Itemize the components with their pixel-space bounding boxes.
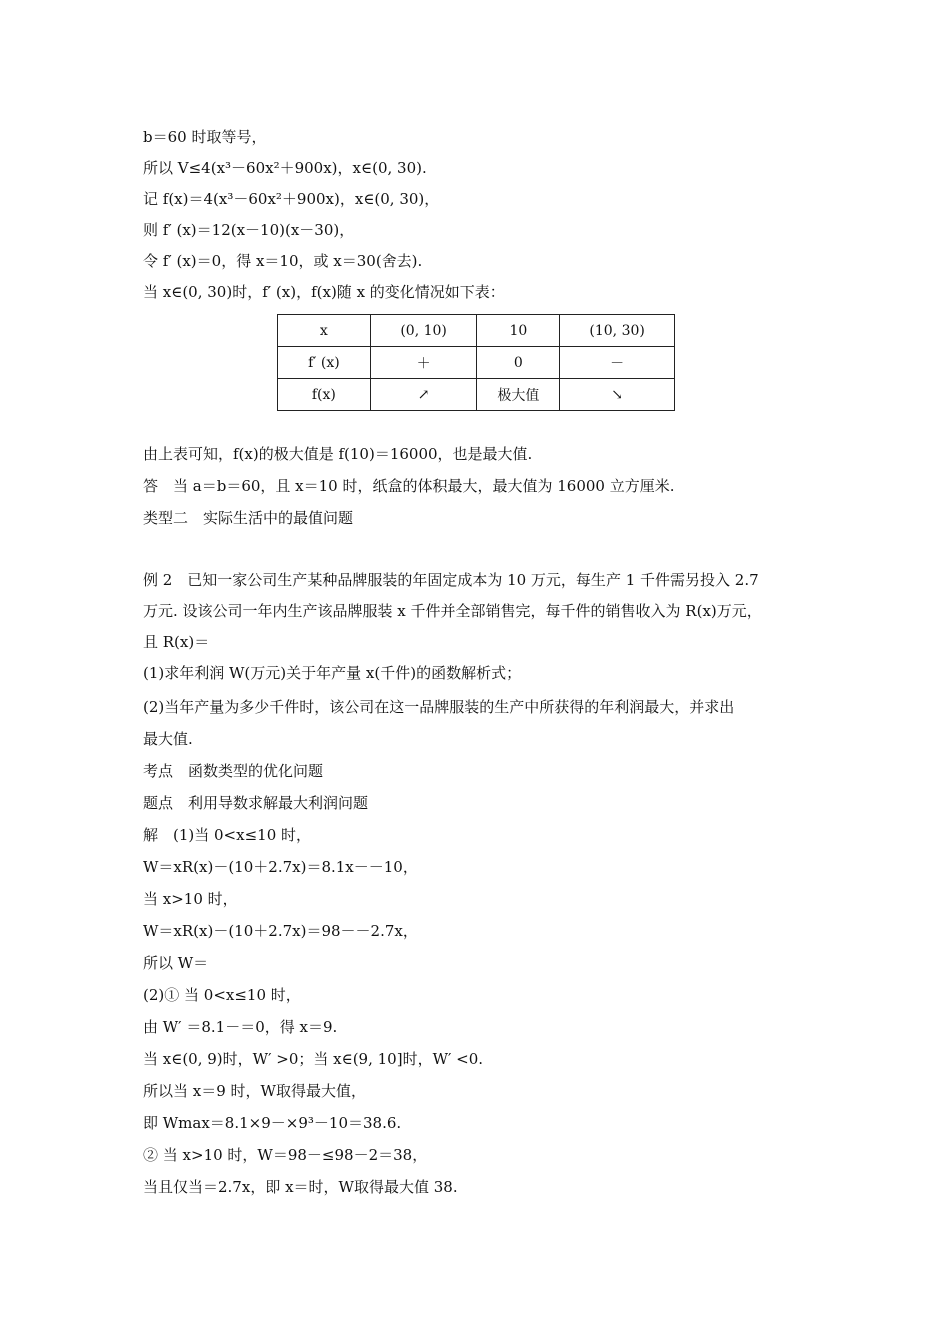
table-row (278, 347, 675, 379)
text-line: 当 x∈(0, 30)时，f′ (x)，f(x)随 x 的变化情况如下表： (143, 283, 505, 301)
table-cell: 0 (477, 347, 560, 379)
text-line: (1)求年利润 W(万元)关于年产量 x(千件)的函数解析式； (143, 664, 522, 682)
variation-table (277, 314, 675, 411)
table-row (278, 315, 675, 347)
text-line: b＝60 时取等号， (143, 128, 267, 146)
table-cell: － (560, 347, 675, 379)
text-line: 解 (1)当 0<x≤10 时， (143, 826, 312, 844)
table-cell: ↗ (370, 379, 477, 411)
table-cell: f′ (x) (278, 347, 371, 379)
text-line: 即 Wmax＝8.1×9－×9³－10＝38.6. (143, 1114, 402, 1132)
text-line: (2)当年产量为多少千件时，该公司在这一品牌服装的生产中所获得的年利润最大，并求出 (143, 698, 735, 716)
text-line: 当且仅当＝2.7x，即 x＝时，W取得最大值 38. (143, 1178, 458, 1196)
text-line: 最大值. (143, 730, 193, 748)
text-line: 令 f′ (x)＝0，得 x＝10，或 x＝30(舍去). (143, 252, 423, 270)
text-line: 当 x∈(0, 9)时，W′ >0；当 x∈(9, 10]时，W′ <0. (143, 1050, 484, 1068)
text-line: 记 f(x)＝4(x³－60x²＋900x)，x∈(0, 30)， (143, 190, 440, 208)
text-line: 题点 利用导数求解最大利润问题 (143, 794, 369, 812)
table-cell: ＋ (370, 347, 477, 379)
text-line: 且 R(x)＝ (143, 633, 210, 651)
table-cell: 极大值 (477, 379, 560, 411)
text-line: 例 2 已知一家公司生产某种品牌服装的年固定成本为 10 万元，每生产 1 千件需另投入 2.7 (143, 571, 759, 589)
text-line: W＝xR(x)－(10＋2.7x)＝8.1x－－10， (143, 858, 418, 876)
table-row (278, 379, 675, 411)
table-cell: (0, 10) (370, 315, 477, 347)
text-line: 所以 W＝ (143, 954, 209, 972)
table-cell: 10 (477, 315, 560, 347)
text-line: 由上表可知，f(x)的极大值是 f(10)＝16000，也是最大值. (143, 445, 533, 463)
text-line: ② 当 x>10 时，W＝98－≤98－2＝38， (143, 1146, 428, 1164)
text-line: 当 x>10 时， (143, 890, 238, 908)
section-heading: 类型二 实际生活中的最值问题 (143, 509, 354, 527)
text-line: 所以 V≤4(x³－60x²＋900x)，x∈(0, 30). (143, 159, 427, 177)
text-line: 则 f′ (x)＝12(x－10)(x－30)， (143, 221, 355, 239)
table-cell: f(x) (278, 379, 371, 411)
text-line: (2)① 当 0<x≤10 时， (143, 986, 301, 1004)
text-line: W＝xR(x)－(10＋2.7x)＝98－－2.7x， (143, 922, 418, 940)
text-line: 所以当 x＝9 时，W取得最大值， (143, 1082, 366, 1100)
text-line: 答 当 a＝b＝60，且 x＝10 时，纸盒的体积最大，最大值为 16000 立方厘米. (143, 477, 675, 495)
text-line: 万元. 设该公司一年内生产该品牌服装 x 千件并全部销售完，每千件的销售收入为 R(x)万元， (143, 602, 762, 620)
text-line: 考点 函数类型的优化问题 (143, 762, 324, 780)
table-cell: x (278, 315, 371, 347)
text-line: 由 W′ ＝8.1－＝0，得 x＝9. (143, 1018, 338, 1036)
table-cell: (10, 30) (560, 315, 675, 347)
table-cell: ↘ (560, 379, 675, 411)
